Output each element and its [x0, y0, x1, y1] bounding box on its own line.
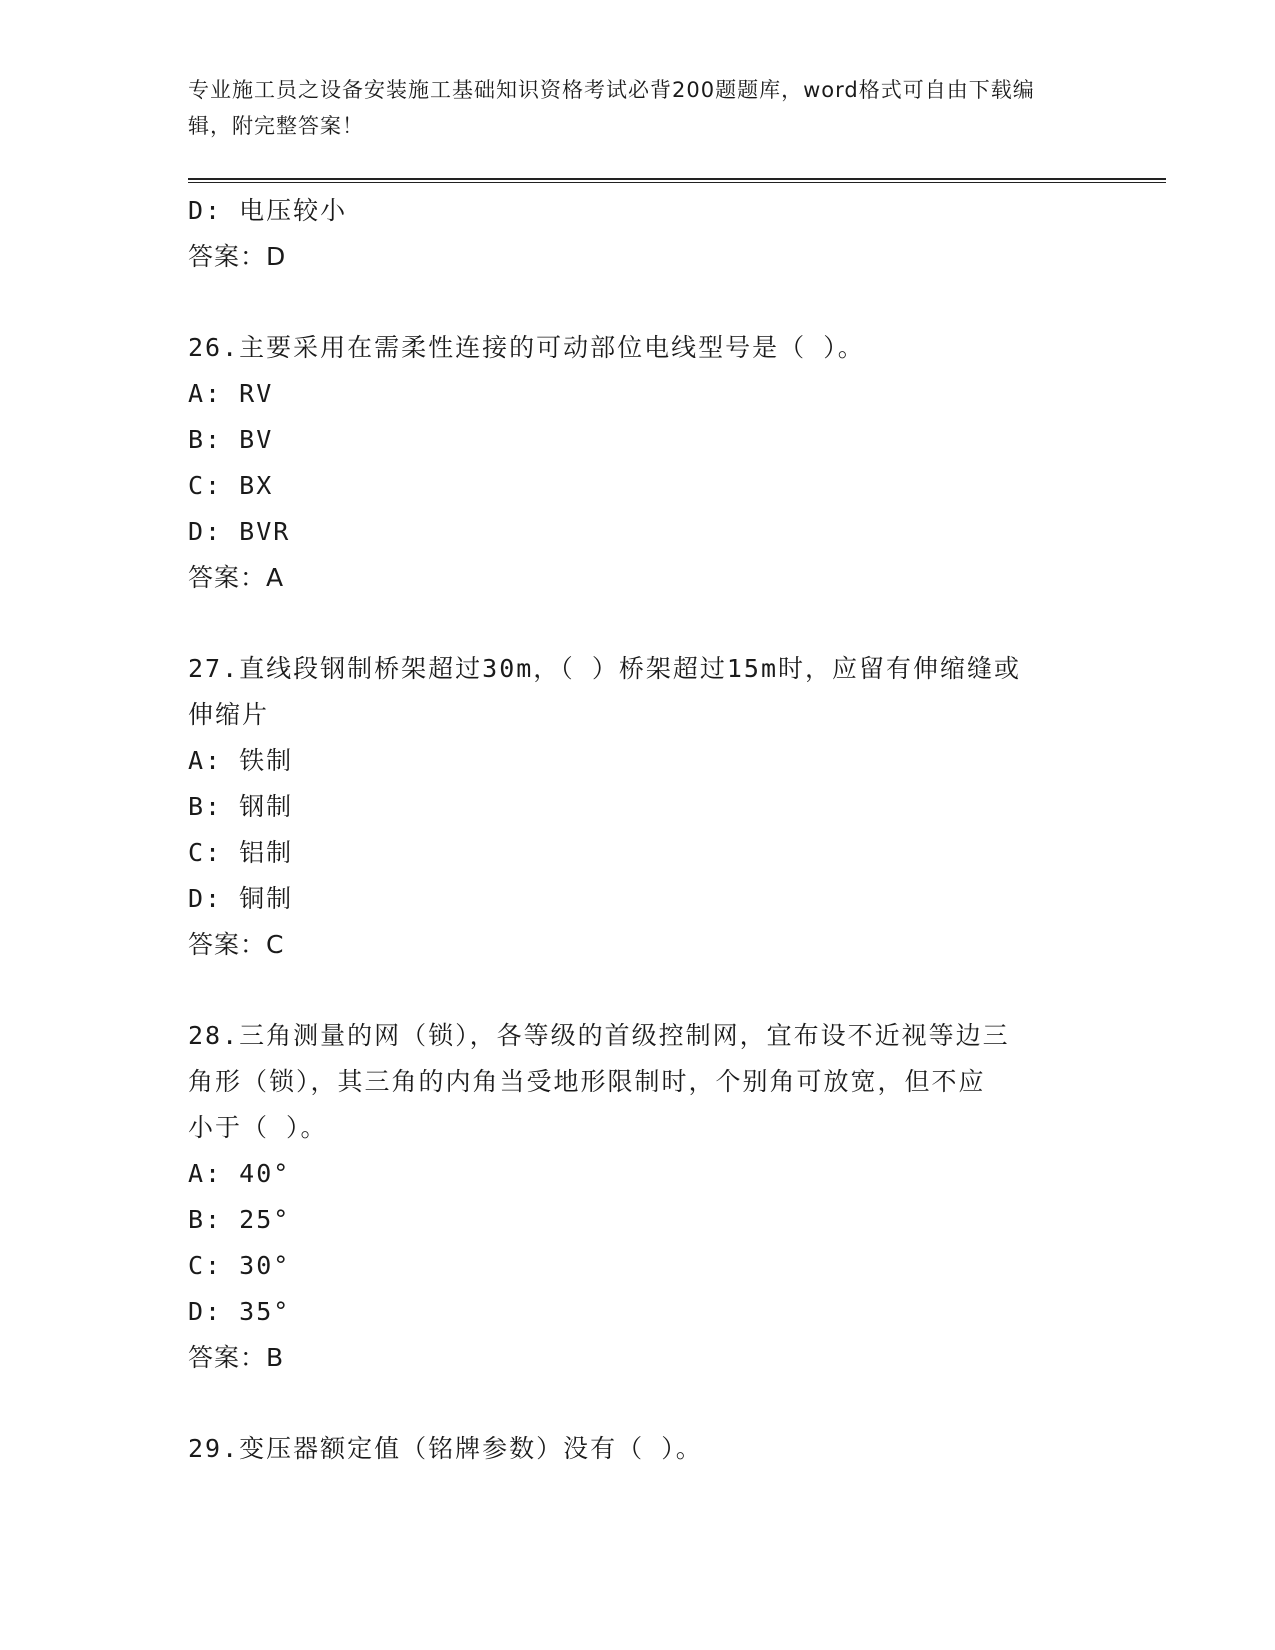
question-text-line: 角形（锁），其三角的内角当受地形限制时，个别角可放宽，但不应: [188, 1067, 986, 1096]
question-text-line: 伸缩片: [188, 700, 270, 729]
answer: 答案：B: [188, 1343, 285, 1372]
question-text-line: 小于（ ）。: [188, 1113, 328, 1142]
answer: 答案：D: [188, 242, 287, 271]
option-d: D: 铜制: [188, 884, 294, 913]
option-b: B: BV: [188, 425, 274, 454]
option-b: B: 钢制: [188, 792, 294, 821]
question-text: 29.变压器额定值（铭牌参数）没有（ ）。: [188, 1434, 703, 1463]
option-a: A: 40°: [188, 1159, 291, 1188]
option-b: B: 25°: [188, 1205, 291, 1234]
question-list: [188, 188, 1088, 1472]
option-d: D: 35°: [188, 1297, 291, 1326]
question-text: 26.主要采用在需柔性连接的可动部位电线型号是（ ）。: [188, 333, 865, 362]
question-text-line: 28.三角测量的网（锁），各等级的首级控制网，宜布设不近视等边三: [188, 1021, 1010, 1050]
document-header: [188, 72, 1078, 144]
header-title: 专业施工员之设备安装施工基础知识资格考试必背200题题库，word格式可自由下载编辑，附完整答案！: [188, 78, 1035, 138]
question-text-line: 27.直线段钢制桥架超过30m，（ ）桥架超过15m时，应留有伸缩缝或: [188, 654, 1022, 683]
option-d: D: 电压较小: [188, 196, 348, 225]
option-a: A: RV: [188, 379, 274, 408]
option-d: D: BVR: [188, 517, 291, 546]
option-c: C: BX: [188, 471, 274, 500]
answer: 答案：C: [188, 930, 285, 959]
header-divider: [188, 178, 1166, 183]
option-c: C: 30°: [188, 1251, 291, 1280]
option-a: A: 铁制: [188, 746, 294, 775]
option-c: C: 铝制: [188, 838, 294, 867]
answer: 答案：A: [188, 563, 285, 592]
